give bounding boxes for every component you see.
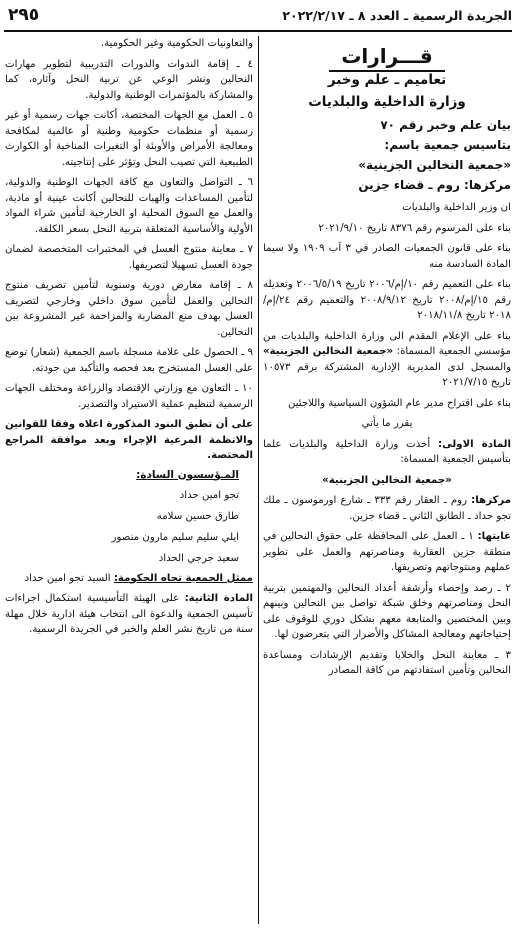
goal-3: ٣ ـ معاينة النحل والخلايا وتقديم الإرشادات ومساعدة النحالين وتأمين استفادتهم من كافة المصادر [263, 649, 511, 676]
article-1 [263, 437, 511, 468]
decides-line: يقرر ما يأتي [361, 418, 413, 429]
article-1-label: المادة الاولى: [438, 438, 511, 450]
goal-9: ٩ ـ الحصول على علامة مسجلة باسم الجمعية (شعار) توضع على العسل المستخرج بعد فحصه والتأكيد من جودته. [5, 347, 253, 374]
goal-7: ٧ ـ معاينة منتوج العسل في المختبرات المتخصصة لضمان جودة العسل تسهيلا لتصريفها. [5, 244, 253, 271]
law-paragraph: بناء على قانون الجمعيات الصادر في ٣ آب ١٩٠٩ ولا سيما المادة السادسة منه [263, 243, 511, 270]
goal-2: ٢ ـ رصد وإحصاء وأرشفة أعداد النحالين والمهتمين بتربية النحل ومناصرتهم وخلق شبكة تواصل بين النحالين وبينهم وبين المختصين والمتابعة معهم بشكل دوري للوقوف على إحتياجاتهم ومعالجة المشاكل والأضرار التي يتعرضون لها. [263, 582, 511, 640]
notice-paragraph [263, 329, 511, 391]
founders-title: المـؤسسون السادة: [136, 468, 239, 481]
assoc-name: «جمعية النخالين الجزينية» [322, 474, 452, 486]
intro-paragraph: ان وزير الداخلية والبلديات [402, 202, 511, 213]
goals-label: غايتها: [477, 531, 511, 542]
goal-6: ٦ ـ التواصل والتعاون مع كافة الجهات الوطنية والدولية، لتأمين المساعدات والهبات للنحالين أكانت عينية أو مادية، والعمل مع السوق المحلية او الخارجية لتأمين شراء المواد الأولية والأساسية المتعلقة بتربية النحل بسعر الكلفة. [5, 177, 253, 235]
founder-name: سعيد جرجي الحداد [158, 552, 239, 564]
center-paragraph [263, 493, 511, 524]
statement-subject: بتاسيس جمعية باسم: [384, 138, 511, 152]
center-label: مركزها: [471, 495, 511, 506]
statement-location: مركزها: روم ـ قضاء جزين [358, 178, 511, 192]
column-divider [258, 36, 259, 924]
goal-4: ٤ ـ إقامة الندوات والدورات التدريبية لتطوير مهارات النحالين ونشر الوعي عن تربية النحل وآثاره، كما والمشاركة بالمؤتمرات الوطنية والدولية. [5, 58, 253, 101]
condition-paragraph: على أن تطبق البنود المذكورة اعلاه وفقا للقوانين والانظمة المرعية الإجراء وبعد موافقة المراجع المختصة. [5, 419, 253, 461]
left-column [5, 36, 253, 930]
gazette-title: الجريدة الرسمية ـ العدد ٨ ـ ٢٠٢٢/٢/١٧ [282, 8, 512, 23]
notice-text: بناء على الإعلام المقدم الى وزارة الداخلية والبلديات من مؤسسي الجمعية المسماة: [263, 330, 511, 357]
goal-1-text: ١ ـ العمل على المحافظة على حقوق النحالين في منطقة جزين العقارية ومناصرتهم والعمل على تطوير عملهم ومنتوجاتهم وتصريفها. [263, 531, 511, 573]
founder-name: تجو امين حداد [179, 489, 239, 501]
goal-10: ١٠ ـ التعاون مع وزارتي الإقتصاد والزراعة ومختلف الجهات الرسمية لتنظيم عملية الاستيراد والتصدير. [5, 383, 253, 410]
page-header [4, 4, 512, 32]
right-column [263, 36, 511, 930]
notice-text-end: والمسجل لدى المديرية الإدارية المشتركة برقم ١٠٥٧٣ تاريخ ٢٠٢١/٧/١٥ [263, 361, 511, 388]
founder-name: ايلي سليم سليم مارون منصور [111, 531, 239, 543]
goals-paragraph [263, 529, 511, 576]
statement-assoc-name: «جمعية النخالين الجزينية» [358, 158, 511, 172]
decree-paragraph: بناء على المرسوم رقم ٨٣٧٦ تاريخ ٢٠٢١/٩/١٠ [318, 222, 511, 234]
article-2 [5, 591, 253, 638]
proposal-paragraph: بناء على اقتراح مدير عام الشؤون السياسية واللاجئين [287, 397, 511, 409]
representative-label: ممثل الجمعية تجاه الحكومة: [113, 572, 253, 584]
representative-name: السيد تجو امين حداد [24, 572, 114, 584]
ministry-name: وزارة الداخلية والبلديات [308, 94, 466, 110]
article-2-label: المادة الثانية: [184, 593, 253, 604]
founder-name: طارق حسين سلامه [156, 510, 239, 522]
goal-5: ٥ ـ العمل مع الجهات المختصة، أكانت جهات رسمية أو غير رسمية أو منظمات حكومية وطنية أو عالمية لمكافحة ومعالجة الأمراض والأوبئة أو التغيرات المناخية أو الكوارث الطبيعية التي تصيب النحل وتؤثر على إنتاجيته. [5, 110, 253, 168]
section-subheading: تعاميم ـ علم وخبر [327, 72, 447, 88]
section-heading: قـــرارات [263, 44, 511, 68]
article-2-text: على الهيئة التأسيسية استكمال اجراءات تأسيس الجمعية والدعوة الى انتخاب هيئة ادارية خلال مهلة سنة من تاريخ نشر العلم والخبر في الجريدة الرسمية. [5, 593, 253, 635]
circular-paragraph: بناء على التعميم رقم ١٠/إم/٢٠٠٦ تاريخ ٢٠٠٦/٥/١٩ وتعديله رقم ١٥/إم/٢٠٠٨ تاريخ ٢٠٠٨/٩/١٢ والتعميم رقم ٢٤/إم/٢٠١٨ تاريخ ٢٠١٨/١١/٨ [263, 279, 511, 321]
goal-3-continued: والتعاونيات الحكومية وغير الحكومية. [100, 38, 253, 49]
page-number: ٢٩٥ [8, 5, 40, 25]
statement-number: بيان علم وخبر رقم ٧٠ [380, 118, 511, 132]
article-1-text: أخذت وزارة الداخلية والبلديات علما بتأسيس الجمعية المسماة: [263, 438, 511, 465]
notice-assoc-name: «جمعية النخالين الجزينية» [263, 346, 394, 357]
representative-paragraph [5, 571, 253, 587]
center-text: روم ـ العقار رقم ٣٣٣ ـ شارع اورموسون ـ ملك تجو حداد ـ الطابق الثاني ـ قضاء جزين. [263, 495, 511, 522]
goal-8: ٨ ـ إقامة معارض دورية وسنوية لتأمين تصريف منتوج النحالين والعمل لتأمين سوق داخلي وخارجي لتصريف العسل بهدف منع المضاربة والمزاحمة غير المشروعة بين النحالين. [5, 280, 253, 338]
